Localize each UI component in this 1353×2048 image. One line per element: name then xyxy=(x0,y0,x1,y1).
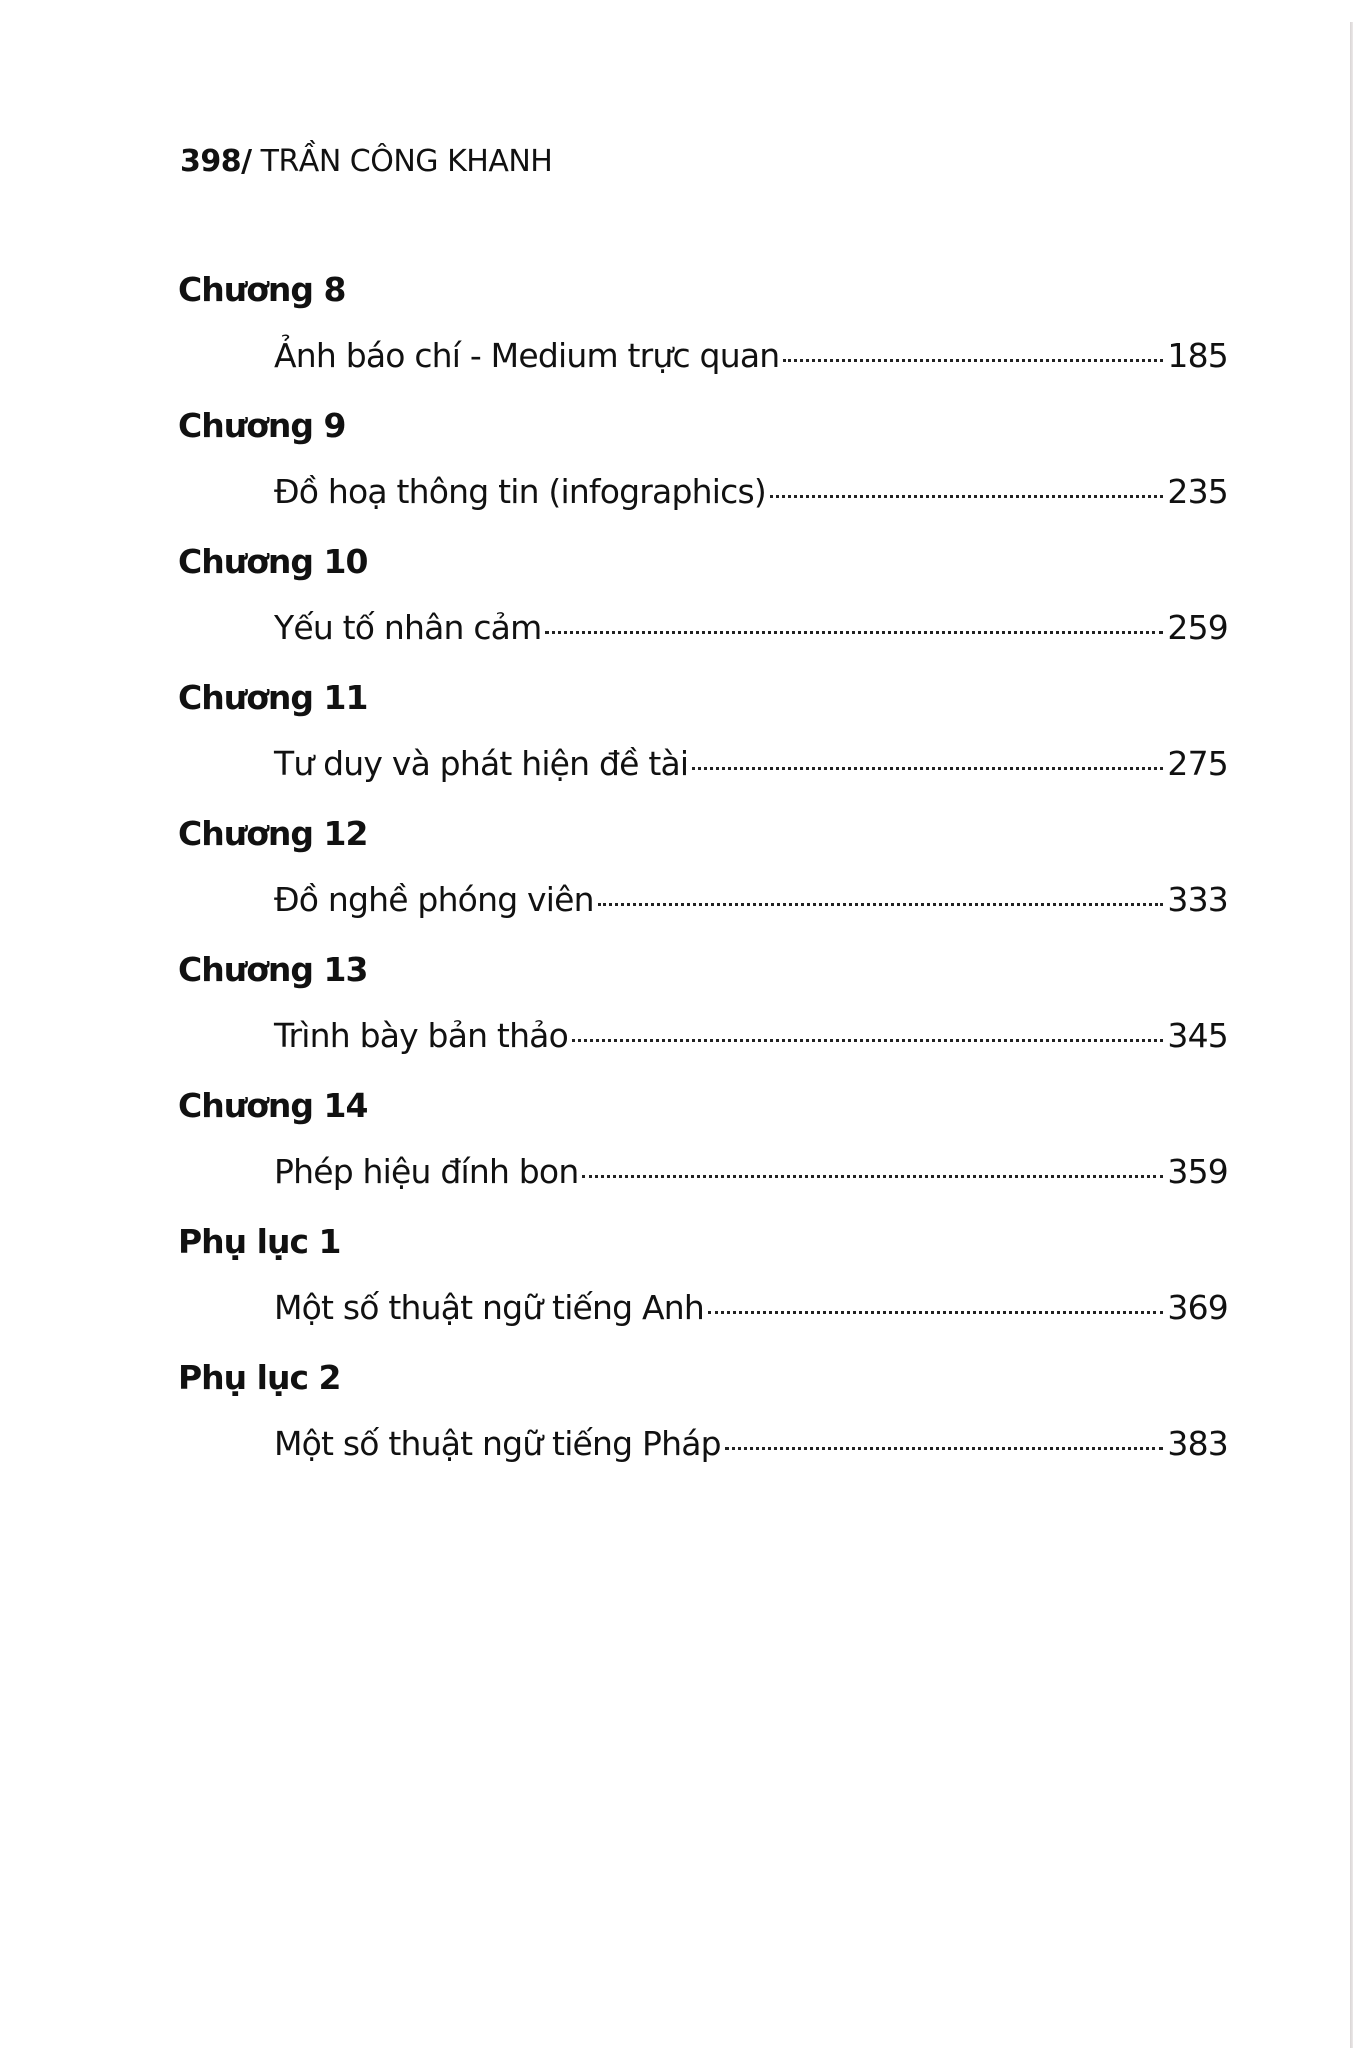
chapter-title: Trình bày bản thảo xyxy=(274,1016,568,1055)
chapter-label: Chương 11 xyxy=(178,678,368,717)
chapter-line xyxy=(274,608,1228,647)
chapter-title: Tư duy và phát hiện đề tài xyxy=(274,744,689,783)
dot-leader xyxy=(692,767,1163,770)
chapter-line xyxy=(274,744,1228,783)
appendix-title: Một số thuật ngữ tiếng Pháp xyxy=(274,1424,721,1463)
page-number: 359 xyxy=(1167,1152,1228,1191)
page-number: 275 xyxy=(1167,744,1228,783)
chapter-title: Đồ hoạ thông tin (infographics) xyxy=(274,472,766,511)
dot-leader xyxy=(572,1039,1163,1042)
header-author: TRẦN CÔNG KHANH xyxy=(251,144,553,179)
appendix-line xyxy=(274,1288,1228,1327)
appendix-line xyxy=(274,1424,1228,1463)
chapter-label: Chương 12 xyxy=(178,814,368,853)
dot-leader xyxy=(582,1175,1163,1178)
header-page-number: 398/ xyxy=(180,144,252,179)
page-number: 345 xyxy=(1167,1016,1228,1055)
chapter-line xyxy=(274,1152,1228,1191)
chapter-title: Ảnh báo chí - Medium trực quan xyxy=(274,336,780,375)
appendix-label: Phụ lục 1 xyxy=(178,1222,341,1261)
chapter-title: Phép hiệu đính bon xyxy=(274,1152,579,1191)
chapter-title: Yếu tố nhân cảm xyxy=(274,608,542,647)
chapter-label: Chương 13 xyxy=(178,950,368,989)
chapter-line xyxy=(274,472,1228,511)
chapter-line xyxy=(274,1016,1228,1055)
toc-entry[interactable] xyxy=(178,678,1228,814)
page-number: 235 xyxy=(1167,472,1228,511)
toc-entry[interactable] xyxy=(178,270,1228,406)
running-header xyxy=(180,144,552,179)
dot-leader xyxy=(770,495,1163,498)
toc-entry[interactable] xyxy=(178,1086,1228,1222)
table-of-contents xyxy=(178,270,1228,1494)
chapter-line xyxy=(274,880,1228,919)
chapter-line xyxy=(274,336,1228,375)
page-number: 185 xyxy=(1167,336,1228,375)
chapter-title: Đồ nghề phóng viên xyxy=(274,880,594,919)
toc-entry[interactable] xyxy=(178,1222,1228,1358)
chapter-label: Chương 14 xyxy=(178,1086,368,1125)
toc-entry[interactable] xyxy=(178,406,1228,542)
appendix-title: Một số thuật ngữ tiếng Anh xyxy=(274,1288,705,1327)
chapter-label: Chương 9 xyxy=(178,406,346,445)
dot-leader xyxy=(783,359,1163,362)
page-number: 333 xyxy=(1167,880,1228,919)
page-number: 259 xyxy=(1167,608,1228,647)
dot-leader xyxy=(725,1447,1164,1450)
page-number: 369 xyxy=(1167,1288,1228,1327)
chapter-label: Chương 8 xyxy=(178,270,346,309)
toc-entry[interactable] xyxy=(178,1358,1228,1494)
dot-leader xyxy=(708,1311,1163,1314)
dot-leader xyxy=(598,903,1164,906)
toc-entry[interactable] xyxy=(178,814,1228,950)
toc-entry[interactable] xyxy=(178,950,1228,1086)
dot-leader xyxy=(545,631,1163,634)
toc-entry[interactable] xyxy=(178,542,1228,678)
chapter-label: Chương 10 xyxy=(178,542,368,581)
appendix-label: Phụ lục 2 xyxy=(178,1358,341,1397)
page-number: 383 xyxy=(1167,1424,1228,1463)
